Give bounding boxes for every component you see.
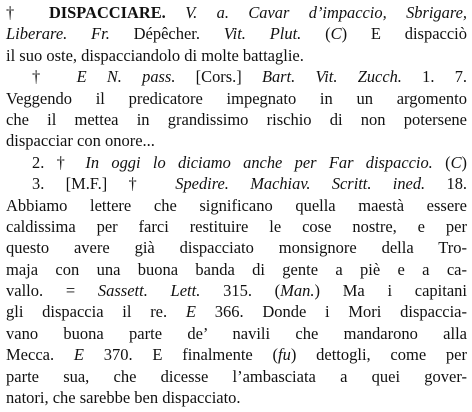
text-line [6, 323, 467, 344]
text-line [6, 130, 467, 151]
italic-text: Man. [280, 281, 315, 301]
text-line [6, 237, 467, 258]
text-segment: † [6, 3, 49, 22]
italic-text: E N. pass. [76, 67, 176, 87]
text-segment: che il mettea in grandissimo rischio di non potersene [6, 109, 467, 129]
text-segment: ) [461, 152, 467, 172]
text-segment: ) Ma i capitani [314, 281, 467, 301]
text-line [6, 387, 467, 408]
text-segment: Mecca. [6, 345, 74, 365]
text-line [6, 259, 467, 280]
text-segment: Dépêcher. [109, 24, 224, 44]
text-segment: il suo oste, dispacciandolo di molte battaglie. [6, 45, 304, 65]
italic-text: V. a. Cavar d’impaccio, Sbrigare, [185, 3, 467, 22]
text-segment: ( [432, 152, 451, 172]
italic-text: C [450, 152, 462, 172]
text-segment: Veggendo il predicatore impegnato in un argomento [6, 88, 467, 108]
italic-text: Liberare. Fr. [6, 24, 110, 44]
text-segment: 315. ( [200, 281, 281, 301]
italic-text: Sassett. Lett. [97, 281, 201, 301]
text-segment: 370. E finalmente ( [83, 345, 279, 365]
text-segment: 1. 7. [401, 67, 467, 87]
text-line [6, 23, 467, 44]
text-line [6, 66, 467, 87]
text-segment: Abbiamo lettere che significano quella maestà essere [6, 195, 467, 215]
text-line [6, 195, 467, 216]
text-line [6, 2, 467, 23]
text-segment [166, 3, 185, 22]
text-segment: caldissima per farci restituire le cose nostre, e per [6, 216, 467, 236]
text-segment: 18. [425, 174, 467, 194]
text-segment: maja con una buona banda di gente a piè e a ca- [6, 259, 467, 279]
headword: DISPACCIARE. [48, 3, 166, 22]
italic-text: E [185, 302, 196, 322]
text-line [6, 344, 467, 365]
text-segment: vano buona parte de’ navili che mandarono alla [6, 323, 467, 343]
text-segment: ( [301, 24, 331, 44]
text-line [6, 216, 467, 237]
italic-text: In oggi lo diciamo anche per Far dispaccio. [85, 152, 433, 172]
italic-text: E [73, 345, 84, 365]
italic-text: Spedire. Machiav. Scritt. ined. [175, 174, 426, 194]
text-line [6, 45, 467, 66]
text-segment: 366. Donde i Mori dispaccia- [195, 302, 467, 322]
text-segment: dispacciar con onore... [6, 131, 155, 151]
text-line [6, 88, 467, 109]
text-segment: vallo. = [6, 281, 98, 301]
text-segment: 2. † [32, 152, 86, 172]
text-line [6, 173, 467, 194]
text-segment: natori, che sarebbe ben dispacciato. [6, 388, 241, 408]
text-segment: 3. [M.F.] † [32, 174, 176, 194]
text-segment: † [32, 67, 77, 87]
text-segment: parte sua, che dicesse l’ambasciata a quei gover- [6, 366, 467, 386]
text-segment: [Cors.] [175, 67, 262, 87]
text-segment: ) dettogli, come per [290, 345, 467, 365]
text-line [6, 109, 467, 130]
text-line [6, 366, 467, 387]
italic-text: fu [278, 345, 291, 365]
text-line [6, 152, 467, 173]
italic-text: Bart. Vit. Zucch. [261, 67, 402, 87]
italic-text: Vit. Plut. [223, 24, 302, 44]
text-segment: gli dispaccia il re. [6, 302, 186, 322]
text-segment: ) E dispacciò [341, 24, 467, 44]
text-segment: questo avere già dispacciato monsignore della Tro- [6, 238, 467, 258]
text-line [6, 280, 467, 301]
italic-text: C [330, 24, 342, 44]
text-line [6, 301, 467, 322]
